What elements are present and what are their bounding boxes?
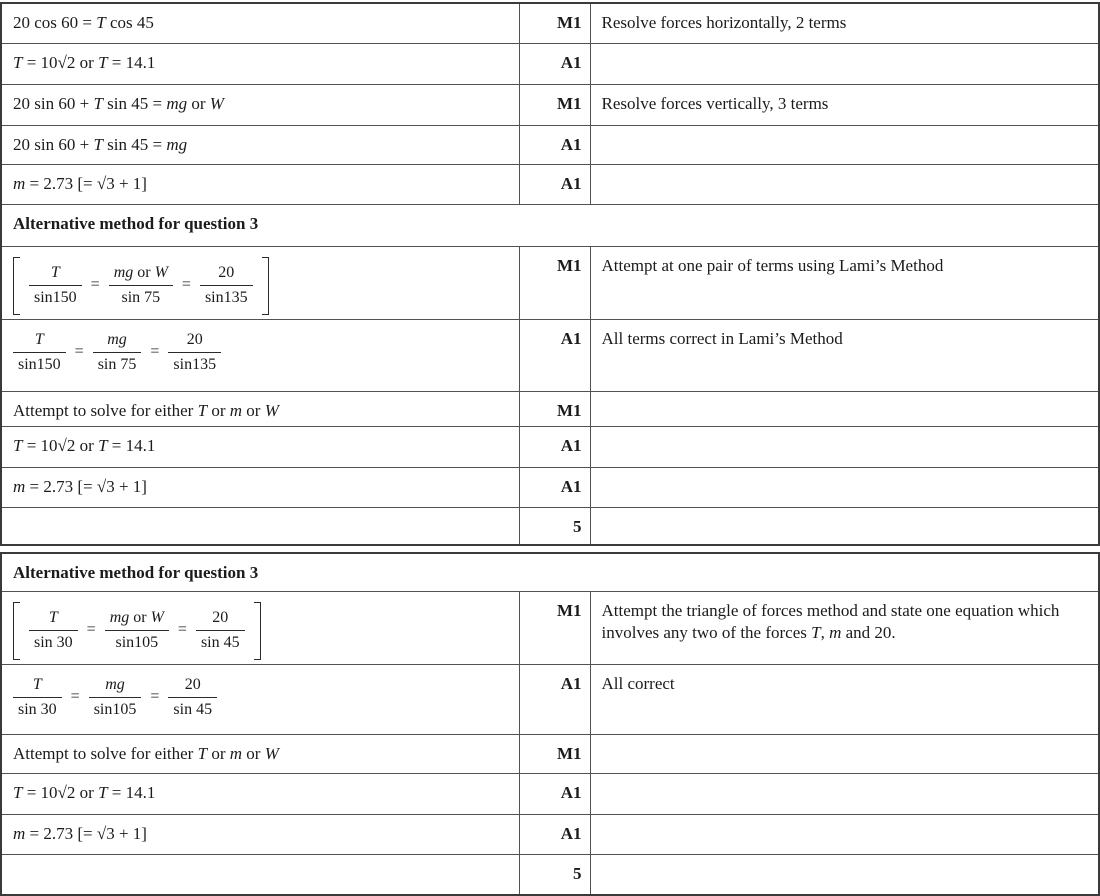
mark-cell: M1 (519, 246, 590, 319)
right-bracket (262, 257, 269, 315)
table-row (1, 734, 1099, 773)
equals-sign: = (177, 621, 187, 639)
working-cell (1, 164, 519, 204)
mark-cell: A1 (519, 426, 590, 467)
triangle-equation-bracketed (13, 600, 511, 660)
mark-cell: A1 (519, 319, 590, 391)
equation: 20 sin 60 + T sin 45 = mg or W (13, 93, 224, 113)
working-cell (1, 319, 519, 391)
right-bracket (254, 602, 261, 660)
working-cell (1, 734, 519, 773)
comment-cell: Attempt the triangle of forces method and state one equation which involves any two of the forces T, m and 20. (590, 591, 1099, 664)
working-cell (1, 125, 519, 164)
fraction-mg: $\frac{mg}{\sin 105}$ (89, 675, 142, 720)
table-row (1, 84, 1099, 125)
equals-sign: = (86, 621, 96, 639)
equals-sign: = (150, 687, 160, 705)
mark-cell: A1 (519, 43, 590, 84)
fraction-T: $\frac{T}{\sin 30}$ (29, 608, 78, 653)
mark-cell: A1 (519, 664, 590, 734)
equation: Attempt to solve for either T or m or W (13, 400, 279, 420)
fraction-20: $\frac{20}{\sin 45}$ (196, 608, 245, 653)
table-row (1, 664, 1099, 734)
table-row (1, 164, 1099, 204)
mark-cell: M1 (519, 591, 590, 664)
mark-scheme-table-main (0, 2, 1100, 546)
table-row (1, 773, 1099, 814)
working-cell (1, 507, 519, 545)
working-cell (1, 664, 519, 734)
table-row (1, 125, 1099, 164)
comment-cell (590, 814, 1099, 854)
mark-cell: A1 (519, 773, 590, 814)
equation: m = 2.73 [= √3 + 1] (13, 476, 147, 496)
equation: m = 2.73 [= √3 + 1] (13, 173, 147, 193)
table-row (1, 3, 1099, 43)
fraction-mg: $\frac{mg}{\sin 75}$ (93, 330, 142, 375)
left-bracket (13, 602, 20, 660)
comment-cell (590, 467, 1099, 507)
equation: T = 10√2 or T = 14.1 (13, 52, 156, 72)
equals-sign: = (74, 342, 84, 360)
equation: Attempt to solve for either T or m or W (13, 743, 279, 763)
comment-cell (590, 125, 1099, 164)
comment-cell: Attempt at one pair of terms using Lami’s Method (590, 246, 1099, 319)
working-cell (1, 854, 519, 895)
mark-cell: A1 (519, 814, 590, 854)
fraction-mg-or-W: $\frac{\text{mg or W}}{\sin 75}$ (109, 263, 173, 308)
comment-cell: All terms correct in Lami’s Method (590, 319, 1099, 391)
working-cell (1, 426, 519, 467)
fraction-20: $\frac{20}{\sin 135}$ (168, 330, 221, 375)
section-header: Alternative method for question 3 (1, 204, 1099, 246)
total-marks-cell: 5 (519, 507, 590, 545)
total-marks-cell: 5 (519, 854, 590, 895)
table-row (1, 391, 1099, 426)
fraction-mg-or-W: $\frac{\text{mg or W}}{\sin 105}$ (105, 608, 169, 653)
equals-sign: = (150, 342, 160, 360)
comment-cell (590, 43, 1099, 84)
fraction-20: $\frac{20}{\sin 45}$ (168, 675, 217, 720)
mark-cell: A1 (519, 164, 590, 204)
equation: 20 sin 60 + T sin 45 = mg (13, 134, 188, 154)
equation: m = 2.73 [= √3 + 1] (13, 823, 147, 843)
comment-cell (590, 426, 1099, 467)
fraction-T: $\frac{T}{\sin 150}$ (13, 330, 66, 375)
equals-sign: = (181, 276, 191, 294)
working-cell (1, 246, 519, 319)
comment-cell (590, 391, 1099, 426)
section-header: Alternative method for question 3 (1, 553, 1099, 591)
equation: T = 10√2 or T = 14.1 (13, 782, 156, 802)
mark-cell: A1 (519, 467, 590, 507)
mark-cell: M1 (519, 84, 590, 125)
equals-sign: = (70, 687, 80, 705)
fraction-T: $\frac{T}{\sin 30}$ (13, 675, 62, 720)
total-row (1, 507, 1099, 545)
section-header-row (1, 204, 1099, 246)
working-cell (1, 467, 519, 507)
triangle-equation (13, 673, 511, 720)
working-cell (1, 391, 519, 426)
working-cell (1, 591, 519, 664)
equation: 20 cos 60 = T cos 45 (13, 13, 154, 32)
comment-cell (590, 164, 1099, 204)
working-cell (1, 814, 519, 854)
mark-cell: M1 (519, 734, 590, 773)
mark-cell: M1 (519, 3, 590, 43)
comment-cell: Resolve forces vertically, 3 terms (590, 84, 1099, 125)
lami-equation-bracketed (13, 255, 511, 315)
equation: T = 10√2 or T = 14.1 (13, 435, 156, 455)
equals-sign: = (90, 276, 100, 294)
comment-cell (590, 854, 1099, 895)
table-row (1, 246, 1099, 319)
mark-scheme-table-alt2 (0, 552, 1100, 896)
mark-cell: M1 (519, 391, 590, 426)
working-cell (1, 3, 519, 43)
working-cell (1, 43, 519, 84)
table-row (1, 319, 1099, 391)
working-cell (1, 773, 519, 814)
comment-cell (590, 734, 1099, 773)
comment-cell (590, 773, 1099, 814)
section-header-row (1, 553, 1099, 591)
working-cell (1, 84, 519, 125)
mark-cell: A1 (519, 125, 590, 164)
table-row (1, 814, 1099, 854)
table-row (1, 43, 1099, 84)
fraction-T: $\frac{T}{\sin 150}$ (29, 263, 82, 308)
fraction-20: $\frac{20}{\sin 135}$ (200, 263, 253, 308)
table-row (1, 591, 1099, 664)
comment-cell (590, 507, 1099, 545)
left-bracket (13, 257, 20, 315)
table-row (1, 467, 1099, 507)
total-row (1, 854, 1099, 895)
table-row (1, 426, 1099, 467)
lami-equation (13, 328, 511, 375)
comment-cell: All correct (590, 664, 1099, 734)
comment-cell: Resolve forces horizontally, 2 terms (590, 3, 1099, 43)
